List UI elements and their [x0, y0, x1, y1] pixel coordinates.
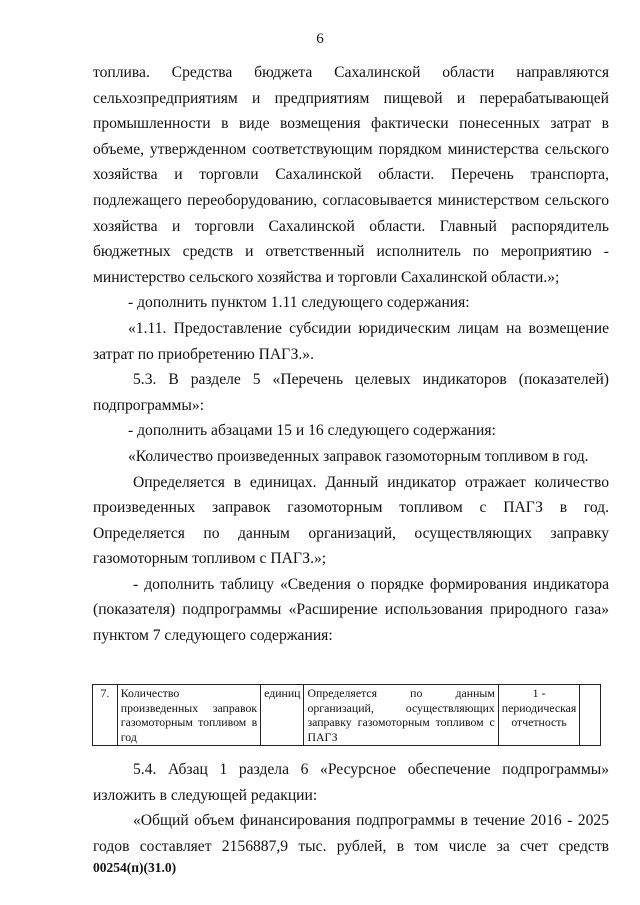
paragraph-section-5-4: 5.4. Абзац 1 раздела 6 «Ресурсное обеспечение подпрограммы» изложить в следующей редакции:	[93, 761, 609, 804]
paragraph-section-5-3: 5.3. В разделе 5 «Перечень целевых индикаторов (показателей) подпрограммы»:	[93, 371, 609, 414]
document-code: 00254(п)(31.0)	[93, 860, 177, 875]
indicator-table	[92, 684, 601, 746]
table-row	[93, 685, 601, 746]
unit-cell: единиц	[261, 685, 304, 746]
periodicity-cell: 1 - периодическая отчетность	[498, 685, 580, 746]
page-number: 6	[316, 31, 324, 47]
paragraph-fuel-funding: топлива. Средства бюджета Сахалинской области направляются сельхозпредприятиям и предприятиям пищевой и перерабатывающей промышленности в виде возмещения фактически понесенных затрат в объеме, утвержденном соответствующим порядком министерства сельского хозяйства и торговли Сахалинской области. Перечень транспорта, подлежащего переоборудованию, согласовывается министерством сельского хозяйства и торговли Сахалинской области. Главный распорядитель бюджетных средств и ответственный исполнитель по мероприятию - министерство сельского хозяйства и торговли Сахалинской области.»;	[93, 64, 609, 286]
text-block-upper	[93, 60, 609, 649]
paragraph-add-item-1-11: - дополнить пунктом 1.11 следующего содержания:	[128, 294, 470, 312]
paragraph-add-clauses: - дополнить абзацами 15 и 16 следующего содержания:	[128, 422, 496, 440]
empty-cell	[580, 685, 601, 746]
determination-cell: Определяется по данным организаций, осуществляющих заправку газомоторным топливом с ПАГЗ	[304, 685, 498, 746]
text-block-lower	[93, 757, 609, 859]
indicator-name-cell: Количество произведенных заправок газомоторным топливом в год	[117, 685, 260, 746]
paragraph-add-table: - дополнить таблицу «Сведения о порядке формирования индикатора (показателя) подпрограммы «Расширение использования природного газа» пунктом 7 следующего содержания:	[93, 575, 609, 645]
paragraph-total-financing: «Общий объем финансирования подпрограммы в течение 2016 - 2025 годов составляет 2156887,9 тыс. рублей, в том числе за счет средств	[93, 812, 609, 855]
paragraph-determination: Определяется в единицах. Данный индикатор отражает количество произведенных заправок газомоторным топливом с ПАГЗ в год. Определяется по данным организаций, осуществляющих заправку газомоторным топливом с ПАГЗ.»;	[93, 473, 609, 568]
row-number: 7.	[93, 685, 118, 746]
paragraph-refuel-count: «Количество произведенных заправок газомоторным топливом в год.	[128, 447, 589, 465]
paragraph-item-1-11: «1.11. Предоставление субсидии юридическим лицам на возмещение затрат по приобретению ПАГЗ.».	[93, 319, 609, 363]
